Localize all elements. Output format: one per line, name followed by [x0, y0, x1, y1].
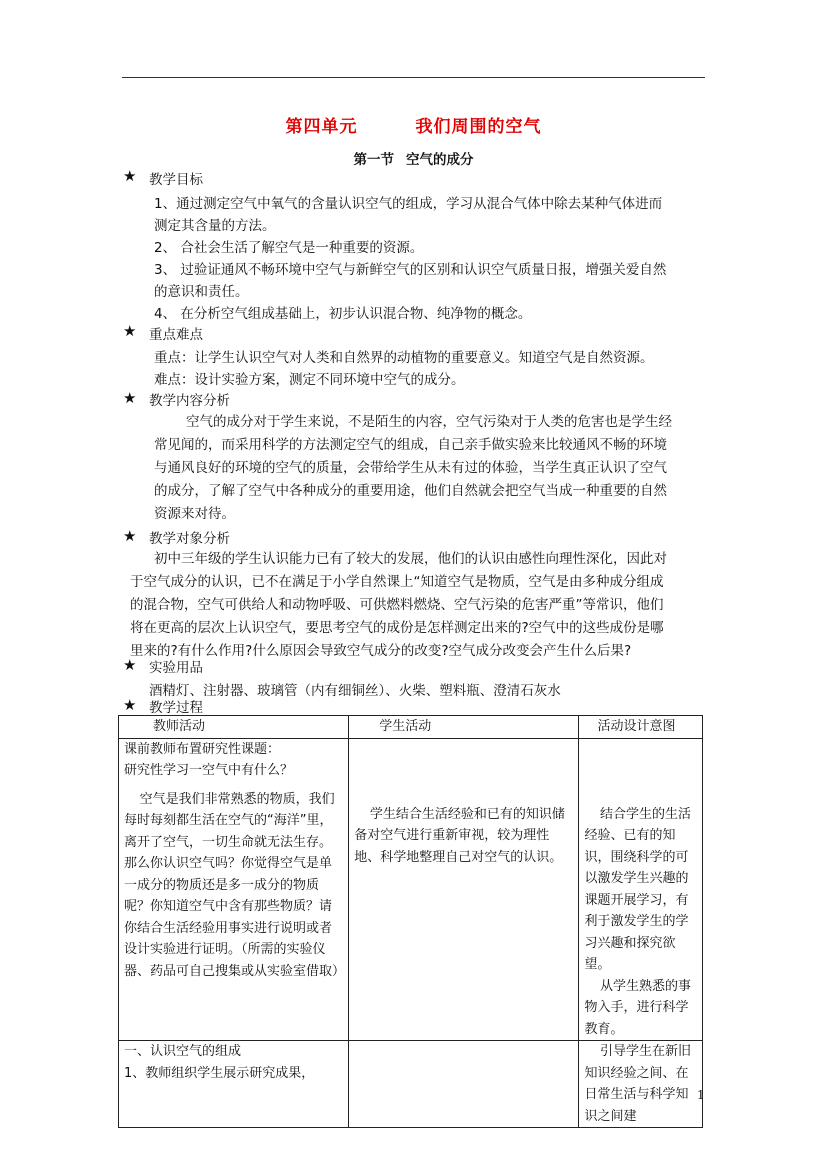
star-icon: ★ — [123, 696, 137, 714]
intent-cell — [579, 1041, 703, 1128]
goal-line: 3、 过验证通风不畅环境中空气与新鲜空气的区别和认识空气质量日报，增强关爱自然 — [154, 262, 667, 278]
object-heading: 教学对象分析 — [149, 531, 230, 547]
object-line: 的混合物，空气可供给人和动物呼吸、可供燃料燃烧、空气污染的危害严重”等常识，他们 — [130, 597, 664, 613]
teacher-line: 一、认识空气的组成 — [124, 1044, 242, 1059]
intent-text: 从学生熟悉的事物入手，进行科学教育。 — [584, 978, 692, 1037]
teacher-cell — [119, 738, 349, 1041]
content-line: 常见闻的，而采用科学的方法测定空气的组成，自己亲手做实验来比较通风不畅的环境 — [154, 437, 667, 453]
teacher-line: 1、教师组织学生展示研究成果， — [124, 1065, 315, 1081]
process-table — [118, 715, 703, 1128]
section-title-left: 第一节 — [353, 152, 394, 168]
content-line: 空气的成分对于学生来说，不是陌生的内容，空气污染对于人类的危害也是学生经 — [186, 414, 672, 430]
content-line: 与通风良好的环境的空气的质量，会带给学生从未有过的体验，当学生真正认识了空气 — [154, 460, 667, 476]
header-intent: 活动设计意图 — [579, 716, 703, 739]
content-line: 资源来对待。 — [154, 506, 235, 522]
object-line: 初中三年级的学生认识能力已有了较大的发展，他们的认识由感性向理性深化，因此对 — [154, 551, 667, 567]
unit-title — [0, 112, 827, 137]
key-heading: 重点难点 — [149, 327, 203, 343]
teacher-paragraph: 空气是我们非常熟悉的物质，我们每时每刻都生活在空气的“海洋”里，离开了空气，一切生命就无法生存。那么你认识空气吗？你觉得空气是单一成分的物质还是多一成分的物质呢？你知道空气中含有那些物质？请你结合生活经验用事实进行说明或者设计实验进行证明。（所需的实验仪器、药品可自己搜集或从实验室借取） — [124, 791, 346, 979]
section-title — [0, 148, 827, 168]
content-heading: 教学内容分析 — [149, 393, 230, 409]
star-icon: ★ — [123, 389, 137, 407]
star-icon: ★ — [123, 322, 137, 340]
goals-heading: 教学目标 — [149, 172, 203, 188]
teacher-line: 课前教师布置研究性课题： — [124, 741, 281, 757]
star-icon: ★ — [123, 167, 137, 185]
object-line: 里来的?有什么作用?什么原因会导致空气成分的改变?空气成分改变会产生什么后果? — [130, 643, 632, 659]
star-icon: ★ — [123, 527, 137, 545]
unit-title-right: 我们周围的空气 — [415, 117, 542, 137]
key-point: 重点：让学生认识空气对人类和自然界的动植物的重要意义。知道空气是自然资源。 — [154, 350, 654, 366]
intent-cell — [579, 738, 703, 1041]
goal-line: 4、 在分析空气组成基础上，初步认识混合物、纯净物的概念。 — [154, 306, 532, 322]
table-row — [119, 1041, 703, 1128]
key-point: 难点：设计实验方案，测定不同环境中空气的成分。 — [154, 372, 465, 388]
intent-text: 结合学生的生活经验、已有的知识，围绕科学的可以激发学生兴趣的课题开展学习，有利于激发学生的学习兴趣和探究欲望。 — [584, 806, 692, 972]
supplies-list: 酒精灯、注射器、玻璃管（内有细铜丝）、火柴、塑料瓶、澄清石灰水 — [149, 683, 561, 699]
section-title-right: 空气的成分 — [406, 152, 474, 168]
object-line: 将在更高的层次上认识空气，要思考空气的成份是怎样测定出来的?空气中的这些成份是哪 — [130, 620, 664, 636]
goal-line: 测定其含量的方法。 — [154, 218, 276, 234]
teacher-line: 研究性学习一空气中有什么？ — [124, 763, 294, 778]
teacher-cell — [119, 1041, 349, 1128]
page-number: 1 — [697, 1088, 705, 1102]
student-cell — [349, 1041, 579, 1128]
star-icon: ★ — [123, 656, 137, 674]
goal-line: 的意识和责任。 — [154, 284, 249, 300]
intent-text: 引导学生在新旧知识经验之间、在日常生活与科学知识之间建 — [584, 1044, 692, 1124]
supplies-heading: 实验用品 — [149, 660, 203, 676]
table-header-row — [119, 716, 703, 739]
unit-title-left: 第四单元 — [285, 117, 358, 137]
header-rule — [122, 77, 705, 78]
content-line: 的成分，了解了空气中各种成分的重要用途，他们自然就会把空气当成一种重要的自然 — [154, 483, 667, 499]
student-text: 学生结合生活经验和已有的知识储备对空气进行重新审视，较为理性地、科学地整理自己对空气的认识。 — [354, 806, 565, 865]
student-cell — [349, 738, 579, 1041]
object-line: 于空气成分的认识，已不在满足于小学自然课上“知道空气是物质，空气是由多种成分组成 — [130, 574, 664, 590]
table-row — [119, 738, 703, 1041]
header-student: 学生活动 — [349, 716, 579, 739]
header-teacher: 教师活动 — [119, 716, 349, 739]
process-heading: 教学过程 — [149, 700, 203, 716]
goal-line: 1、通过测定空气中氧气的含量认识空气的组成，学习从混合气体中除去某种气体进而 — [154, 196, 663, 212]
goal-line: 2、 合社会生活了解空气是一种重要的资源。 — [154, 240, 424, 256]
